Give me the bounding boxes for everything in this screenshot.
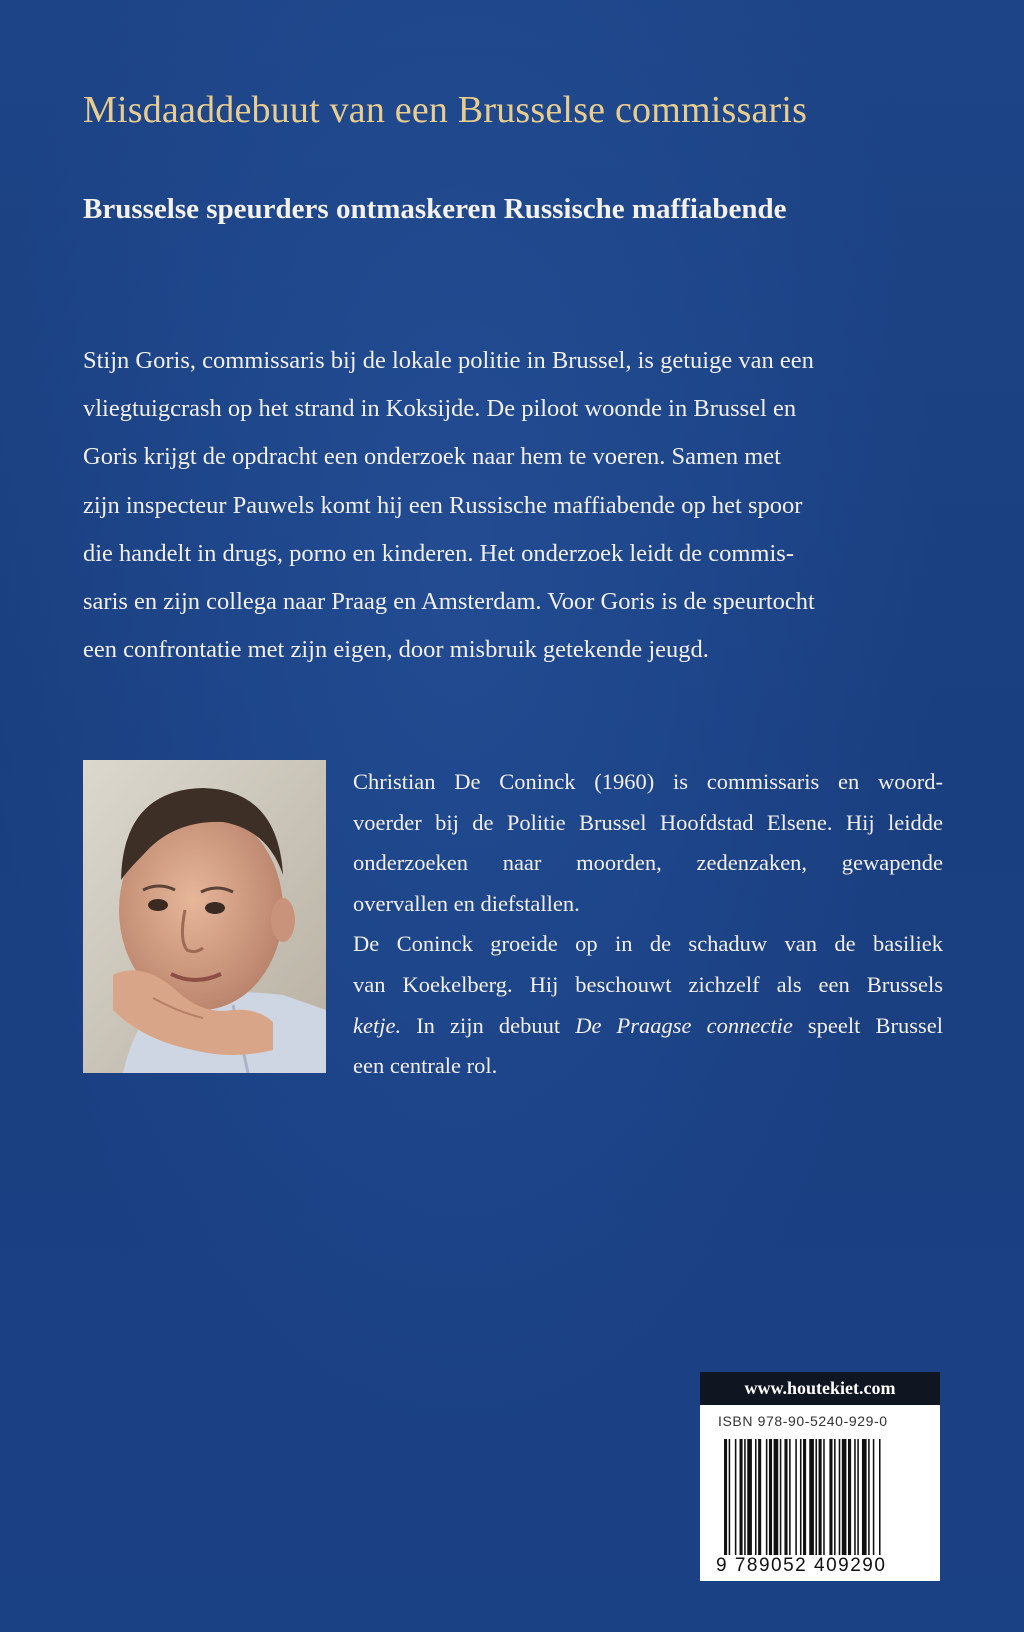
barcode-bar [769,1439,772,1555]
blurb-line: vliegtuigcrash op het strand in Koksijde. De piloot woonde in Brussel en [83,395,797,423]
barcode-bar [789,1439,791,1555]
barcode-bar [857,1439,859,1555]
author-bio [353,762,943,1087]
blurb-line: een confrontatie met zijn eigen, door misbruik getekende jeugd. [83,636,709,664]
barcode-bar [803,1439,806,1555]
barcode-bar [740,1439,743,1555]
barcode-bar [758,1439,761,1555]
barcode-bar [868,1439,870,1555]
barcode-bar [839,1439,841,1555]
bio-line [353,1006,943,1047]
bio-line: overvallen en diefstallen. [353,890,580,916]
blurb-line: zijn inspecteur Pauwels komt hij een Russische maffiabende op het spoor [83,491,803,519]
bio-line: voerder bij de Politie Brussel Hoofdstad Elsene. Hij leidde [353,809,943,835]
barcode-panel [700,1405,940,1581]
bio-line: De Coninck groeide op in de schaduw van de basiliek [353,931,943,957]
barcode-bar [809,1439,814,1555]
barcode-bar [744,1439,746,1555]
blurb-line: saris en zijn collega naar Praag en Amsterdam. Voor Goris is de speurtocht [83,588,815,616]
barcode-bar [747,1439,752,1555]
blurb-line: Stijn Goris, commissaris bij de lokale politie in Brussel, is getuige van een [83,347,814,374]
bio-line: Christian De Coninck (1960) is commissaris en woord- [353,769,943,794]
barcode-bar [854,1439,856,1555]
bio-italic-ketje: ketje. [353,1012,402,1038]
barcode-bar [848,1439,851,1555]
barcode-bar [834,1439,836,1555]
barcode-icon [724,1439,920,1555]
blurb-line: Goris krijgt de opdracht een onderzoek naar hem te voeren. Samen met [83,443,781,471]
barcode-bar [823,1439,825,1555]
bio-line: onderzoeken naar moorden, zedenzaken, gewapende [353,850,943,876]
cover-subtitle: Brusselse speurders ontmaskeren Russische maffiabende [83,193,787,225]
barcode-bar [842,1439,847,1555]
isbn-number: ISBN 978-90-5240-929-0 [718,1413,888,1429]
bio-line: van Koekelberg. Hij beschouwt zichzelf als een Brussels [353,971,943,997]
cover-title: Misdaaddebuut van een Brusselse commissaris [83,89,808,131]
barcode-bar [784,1439,787,1555]
bio-line: een centrale rol. [353,1053,498,1079]
barcode-bar [819,1439,822,1555]
publisher-website: www.houtekiet.com [700,1372,940,1405]
barcode-bar [800,1439,802,1555]
barcode-bar [862,1439,867,1555]
barcode-digits: 9 789052 409290 [716,1555,887,1576]
barcode-bar [780,1439,782,1555]
author-photo [83,760,326,1073]
barcode-bar [795,1439,797,1555]
blurb-line: die handelt in drugs, porno en kinderen. Het onderzoek leidt de commis- [83,539,794,567]
barcode-bar [724,1439,727,1555]
bio-italic-book-title: De Praagse connectie [575,1012,793,1038]
barcode-bar [829,1439,832,1555]
barcode-bar [879,1439,881,1555]
barcode-bar [755,1439,757,1555]
bio-text: speelt Brussel [792,1012,943,1038]
barcode-bar [774,1439,779,1555]
author-portrait-illustration [83,760,326,1073]
barcode-bar [873,1439,875,1555]
bio-text: In zijn debuut [401,1012,576,1038]
blurb-paragraph [83,337,943,674]
barcode-bar [815,1439,817,1555]
barcode-bar [729,1439,731,1555]
barcode-bar [766,1439,768,1555]
barcode-bar [735,1439,737,1555]
